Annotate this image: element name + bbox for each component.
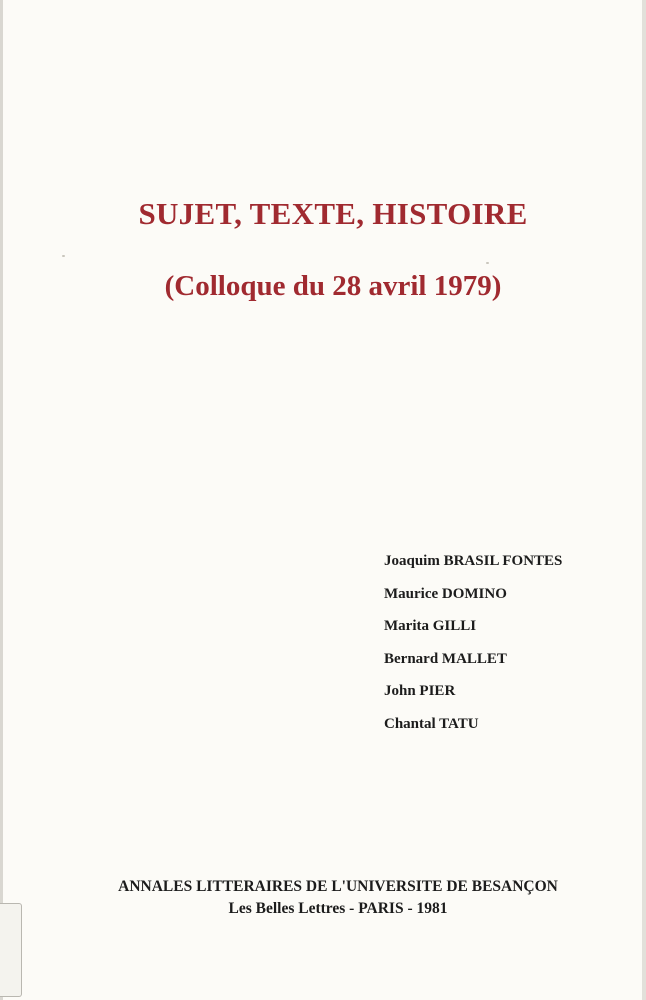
publisher-imprint: Les Belles Lettres - PARIS - 1981	[228, 900, 448, 917]
author-name: Chantal TATU	[384, 715, 479, 732]
author-name: Joaquim BRASIL FONTES	[384, 553, 563, 569]
author-list	[384, 548, 562, 743]
author-name: Bernard MALLET	[384, 650, 507, 667]
cover-right-edge	[642, 0, 646, 1000]
author-name: Marita GILLI	[384, 618, 477, 634]
book-title: SUJET, TEXTE, HISTOIRE	[138, 196, 528, 231]
author-name: Maurice DOMINO	[384, 585, 507, 602]
paper-speck	[486, 262, 489, 264]
library-label-sticker	[0, 903, 22, 997]
publisher-block	[0, 876, 646, 920]
cover-left-edge	[0, 0, 3, 1000]
author-name: John PIER	[384, 683, 456, 699]
publisher-series: ANNALES LITTERAIRES DE L'UNIVERSITE DE BESANÇON	[118, 878, 558, 895]
book-subtitle: (Colloque du 28 avril 1979)	[164, 270, 502, 302]
paper-speck	[62, 255, 65, 257]
